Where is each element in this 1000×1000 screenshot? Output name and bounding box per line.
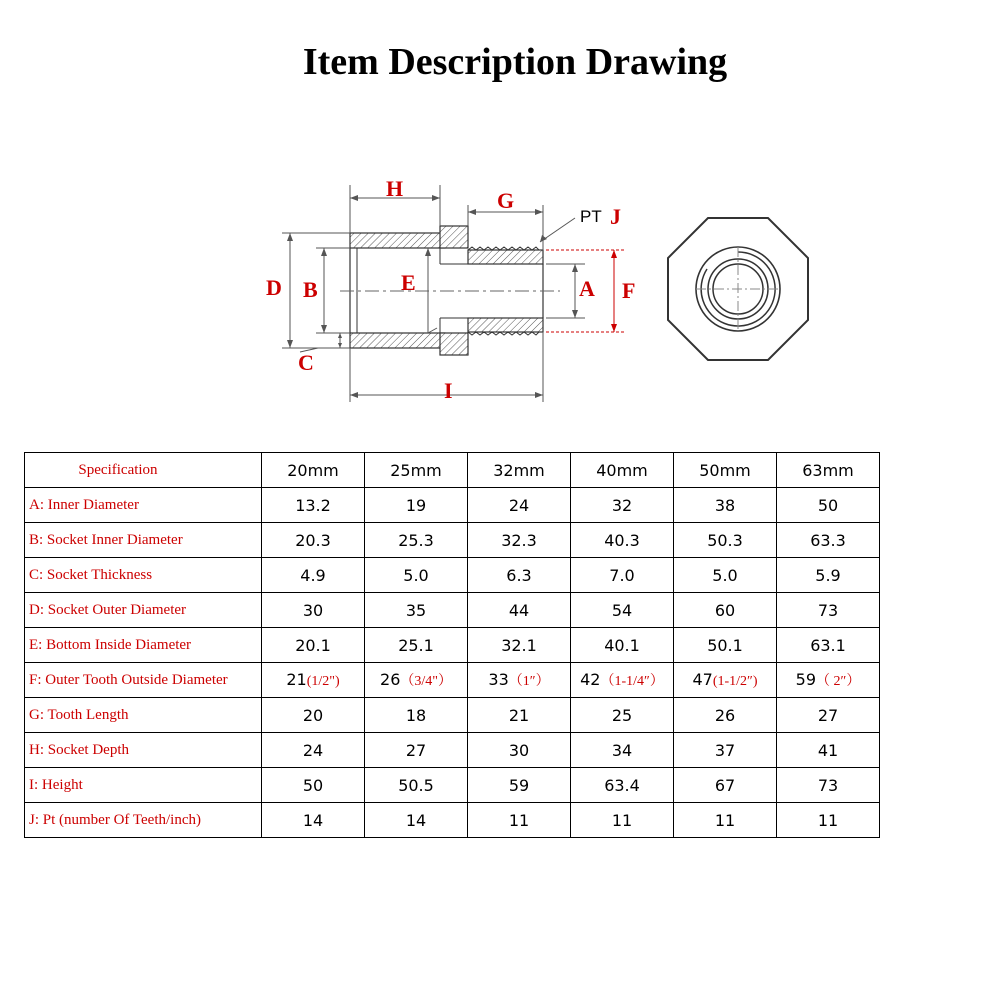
- table-cell: 63.3: [777, 523, 880, 558]
- table-cell: 60: [674, 593, 777, 628]
- dimension-lines: [282, 185, 585, 402]
- table-cell: 7.0: [571, 558, 674, 593]
- table-cell: [571, 663, 674, 698]
- table-cell: 63.1: [777, 628, 880, 663]
- table-cell: 73: [777, 593, 880, 628]
- table-cell: 37: [674, 733, 777, 768]
- table-cell: 18: [365, 698, 468, 733]
- table-cell: [262, 663, 365, 698]
- table-row: [25, 803, 880, 838]
- size-header: 25mm: [365, 453, 468, 488]
- cell-value: 21: [286, 670, 307, 689]
- inch-size: (1-1/2″): [712, 674, 758, 689]
- row-name: A: Inner Diameter: [25, 488, 262, 523]
- size-header: 63mm: [777, 453, 880, 488]
- inch-size: （ 2″）: [816, 674, 861, 689]
- label-G: G: [497, 188, 515, 213]
- size-header: 32mm: [468, 453, 571, 488]
- label-H: H: [386, 176, 404, 201]
- table-cell: 40.1: [571, 628, 674, 663]
- page-title: Item Description Drawing: [302, 41, 728, 83]
- arrowheads: [287, 195, 578, 398]
- table-cell: 30: [468, 733, 571, 768]
- table-row: [25, 593, 880, 628]
- table-cell: 11: [674, 803, 777, 838]
- cell-value: 33: [488, 670, 509, 689]
- table-row: [25, 628, 880, 663]
- table-cell: 4.9: [262, 558, 365, 593]
- row-name: D: Socket Outer Diameter: [25, 593, 262, 628]
- label-E: E: [401, 270, 416, 295]
- inch-size: (1/2"): [306, 674, 340, 689]
- table-cell: 5.9: [777, 558, 880, 593]
- row-name: G: Tooth Length: [25, 698, 262, 733]
- table-row: [25, 523, 880, 558]
- row-name: B: Socket Inner Diameter: [25, 523, 262, 558]
- cell-value: 26: [380, 670, 401, 689]
- table-cell: 54: [571, 593, 674, 628]
- row-name: C: Socket Thickness: [25, 558, 262, 593]
- table-cell: 5.0: [674, 558, 777, 593]
- table-cell: 38: [674, 488, 777, 523]
- table-cell: 25.3: [365, 523, 468, 558]
- table-cell: 27: [365, 733, 468, 768]
- table-cell: 24: [468, 488, 571, 523]
- table-cell: 21: [468, 698, 571, 733]
- table-cell: 59: [468, 768, 571, 803]
- table-row: [25, 698, 880, 733]
- label-F: F: [622, 278, 636, 303]
- label-D: D: [266, 275, 282, 300]
- table-row: [25, 768, 880, 803]
- table-cell: 32: [571, 488, 674, 523]
- row-name: F: Outer Tooth Outside Diameter: [25, 663, 262, 698]
- spec-table: [24, 452, 880, 838]
- size-header: 20mm: [262, 453, 365, 488]
- cell-value: 59: [795, 670, 816, 689]
- inch-size: （1-1/4″）: [600, 674, 664, 689]
- table-row: [25, 733, 880, 768]
- table-cell: 20.1: [262, 628, 365, 663]
- cell-value: 47: [692, 670, 713, 689]
- label-I: I: [444, 378, 453, 403]
- table-row: [25, 488, 880, 523]
- fitting-section: [340, 226, 560, 355]
- table-cell: 11: [468, 803, 571, 838]
- label-J: J: [610, 204, 621, 229]
- label-B: B: [303, 277, 318, 302]
- row-name: H: Socket Depth: [25, 733, 262, 768]
- table-cell: 50: [777, 488, 880, 523]
- table-cell: 50.1: [674, 628, 777, 663]
- table-cell: 5.0: [365, 558, 468, 593]
- table-cell: 30: [262, 593, 365, 628]
- table-cell: 24: [262, 733, 365, 768]
- table-cell: 67: [674, 768, 777, 803]
- table-cell: [777, 663, 880, 698]
- table-header-row: [25, 453, 880, 488]
- table-cell: 50: [262, 768, 365, 803]
- table-cell: 34: [571, 733, 674, 768]
- label-C: C: [298, 350, 314, 375]
- table-cell: 25: [571, 698, 674, 733]
- table-cell: [468, 663, 571, 698]
- table-cell: 41: [777, 733, 880, 768]
- row-name: I: Height: [25, 768, 262, 803]
- label-A: A: [579, 276, 595, 301]
- table-cell: 44: [468, 593, 571, 628]
- table-cell: [674, 663, 777, 698]
- table-cell: 73: [777, 768, 880, 803]
- table-cell: 20.3: [262, 523, 365, 558]
- size-header: 40mm: [571, 453, 674, 488]
- table-cell: 32.3: [468, 523, 571, 558]
- table-cell: 11: [777, 803, 880, 838]
- row-name: J: Pt (number Of Teeth/inch): [25, 803, 262, 838]
- table-row: [25, 558, 880, 593]
- label-PT: PT: [580, 207, 602, 226]
- inch-size: （1″）: [508, 674, 550, 689]
- table-cell: 14: [262, 803, 365, 838]
- row-name: E: Bottom Inside Diameter: [25, 628, 262, 663]
- table-cell: 50.5: [365, 768, 468, 803]
- table-cell: 11: [571, 803, 674, 838]
- table-cell: 27: [777, 698, 880, 733]
- end-view: [668, 218, 808, 360]
- table-cell: 19: [365, 488, 468, 523]
- table-cell: 6.3: [468, 558, 571, 593]
- table-cell: 63.4: [571, 768, 674, 803]
- size-header: 50mm: [674, 453, 777, 488]
- table-cell: [365, 663, 468, 698]
- cell-value: 42: [580, 670, 601, 689]
- table-cell: 32.1: [468, 628, 571, 663]
- fitting-drawing: [0, 160, 1000, 420]
- table-cell: 26: [674, 698, 777, 733]
- table-cell: 14: [365, 803, 468, 838]
- table-row: [25, 663, 880, 698]
- spec-header: Specification: [25, 453, 262, 488]
- table-cell: 25.1: [365, 628, 468, 663]
- inch-size: （3/4"）: [400, 674, 452, 689]
- table-cell: 50.3: [674, 523, 777, 558]
- table-cell: 13.2: [262, 488, 365, 523]
- table-cell: 20: [262, 698, 365, 733]
- table-cell: 35: [365, 593, 468, 628]
- table-cell: 40.3: [571, 523, 674, 558]
